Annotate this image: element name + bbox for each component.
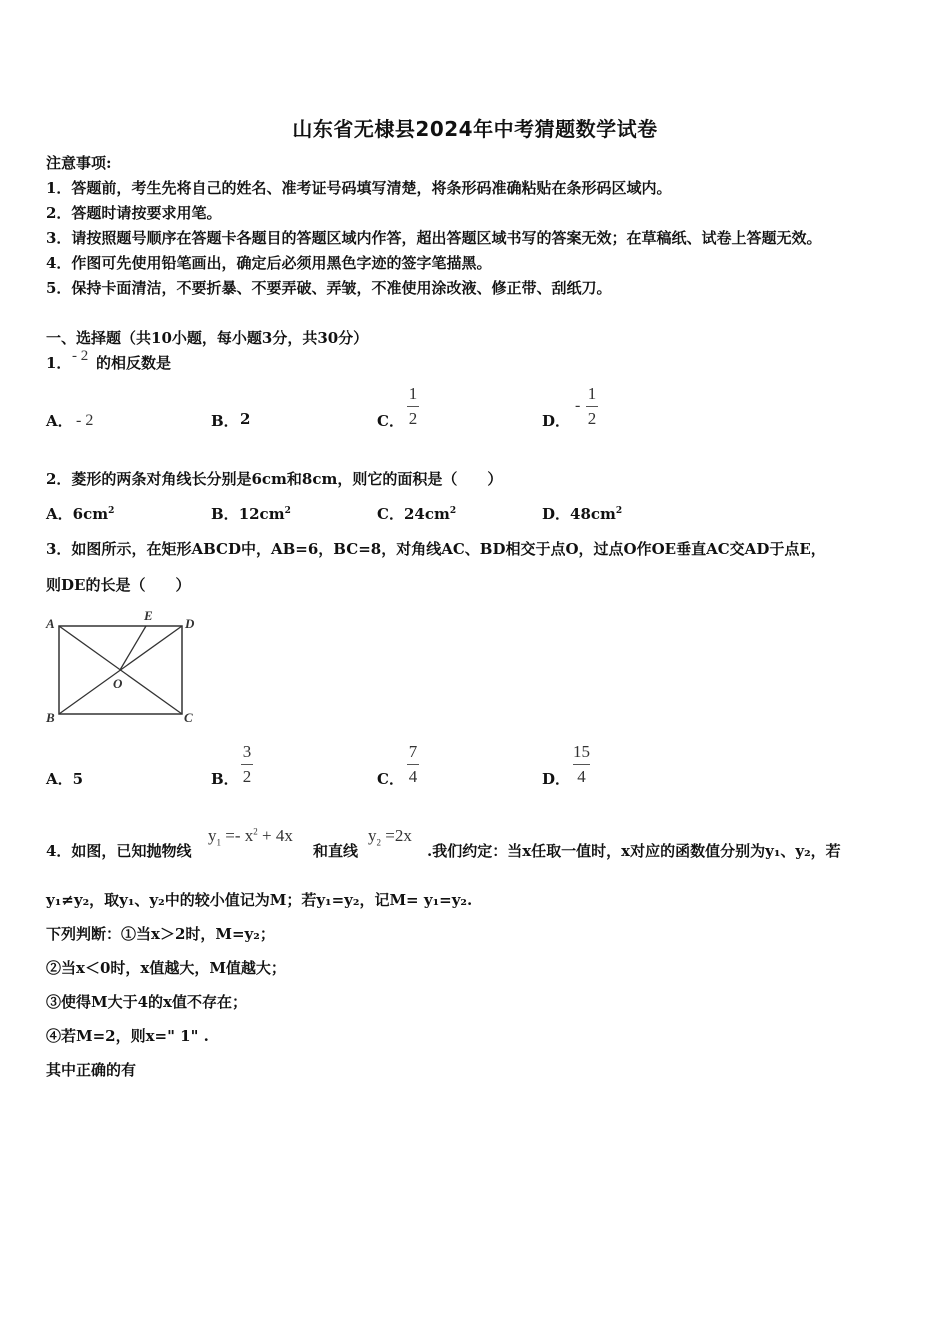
q3-text-line2: 则DE的长是（ ） xyxy=(46,576,191,594)
q1-option-c-label: C． xyxy=(377,412,404,430)
numerator: 1 xyxy=(587,384,597,403)
q4-mid: 和直线 xyxy=(313,842,359,860)
q3-option-c-fraction xyxy=(407,742,419,787)
q4-parabola-equation: $y_1 =- x^2 + 4x$ xyxy=(208,826,293,848)
q3-option-d-fraction xyxy=(573,742,590,787)
notice-item: 4．作图可先使用铅笔画出，确定后必须用黑色字迹的签字笔描黑。 xyxy=(46,254,492,272)
label-o: O xyxy=(113,676,123,691)
section-heading: 一、选择题（共10小题，每小题3分，共30分） xyxy=(46,329,369,347)
denominator: 4 xyxy=(408,767,418,786)
q3-option-b-fraction xyxy=(241,742,253,787)
q1-expression: - 2 xyxy=(72,348,89,364)
q4-statement-3: ③使得M大于4的x值不存在； xyxy=(46,993,247,1011)
q3-option-c-label: C． xyxy=(377,770,404,788)
q1-option-b-label: B． xyxy=(211,412,239,430)
q3-option-a: A．5 xyxy=(46,770,84,788)
q2-text: 2．菱形的两条对角线长分别是6cm和8cm，则它的面积是（ ） xyxy=(46,470,503,488)
q4-statement-2: ②当x＜0时，x值越大，M值越大； xyxy=(46,959,286,977)
notice-heading: 注意事项: xyxy=(46,154,112,172)
notice-item: 1．答题前，考生先将自己的姓名、准考证号码填写清楚，将条形码准确粘贴在条形码区域内。 xyxy=(46,179,672,197)
label-a: A xyxy=(46,616,55,631)
q4-judgement: 下列判断：①当x＞2时，M=y₂； xyxy=(46,925,275,943)
numerator: 7 xyxy=(408,742,418,761)
q2-option-b: B．$12cm^2$ xyxy=(211,505,291,523)
notice-item: 3．请按照题号顺序在答题卡各题目的答题区域内作答，超出答题区域书写的答案无效；在草稿纸、试卷上答题无效。 xyxy=(46,229,822,247)
q4-intro: 4．如图，已知抛物线 xyxy=(46,842,192,860)
label-e: E xyxy=(144,608,153,623)
q2-option-d: D．$48cm^2$ xyxy=(542,505,623,523)
denominator: 2 xyxy=(587,409,597,428)
label-d: D xyxy=(185,616,195,631)
q3-option-d-label: D． xyxy=(542,770,571,788)
q3-option-b-label: B． xyxy=(211,770,239,788)
q4-closing: 其中正确的有 xyxy=(46,1061,137,1079)
q1-option-c-fraction xyxy=(407,384,419,429)
q1-text: 的相反数是 xyxy=(96,354,172,372)
q4-line2: y₁≠y₂，取y₁、y₂中的较小值记为M；若y₁=y₂，记M= y₁=y₂. xyxy=(46,891,473,909)
denominator: 4 xyxy=(577,767,586,786)
denominator: 2 xyxy=(242,767,252,786)
q3-text-line1: 3．如图所示，在矩形ABCD中，AB=6，BC=8，对角线AC、BD相交于点O，过点O作OE垂直AC交AD于点E， xyxy=(46,540,826,558)
q1-option-b-value: 2 xyxy=(240,410,251,428)
rectangle-figure xyxy=(42,606,207,728)
q1-option-d-sign: - xyxy=(575,397,581,414)
numerator: 3 xyxy=(242,742,252,761)
q1-option-d-label: D． xyxy=(542,412,571,430)
numerator: 15 xyxy=(573,742,590,761)
page-title: 山东省无棣县2024年中考猜题数学试卷 xyxy=(292,117,658,141)
q2-option-a: A．$6cm^2$ xyxy=(46,505,115,523)
q2-option-c: C．$24cm^2$ xyxy=(377,505,457,523)
notice-item: 2．答题时请按要求用笔。 xyxy=(46,204,222,222)
label-c: C xyxy=(184,710,193,725)
q1-option-d-fraction xyxy=(586,384,598,429)
numerator: 1 xyxy=(408,384,418,403)
q4-statement-4: ④若M=2，则x=" 1" . xyxy=(46,1027,209,1045)
denominator: 2 xyxy=(408,409,418,428)
q1-number: 1． xyxy=(46,354,72,372)
label-b: B xyxy=(46,710,55,725)
q4-after: .我们约定：当x任取一值时，x对应的函数值分别为y₁、y₂，若 xyxy=(427,842,841,860)
q1-option-a-value: - 2 xyxy=(76,412,94,429)
notice-item: 5．保持卡面清洁，不要折暴、不要弄破、弄皱，不准使用涂改液、修正带、刮纸刀。 xyxy=(46,279,612,297)
q4-line-equation: $y_2 =2x$ xyxy=(368,826,412,848)
segment-oe xyxy=(120,626,146,670)
q1-option-a-label: A． xyxy=(46,412,73,430)
